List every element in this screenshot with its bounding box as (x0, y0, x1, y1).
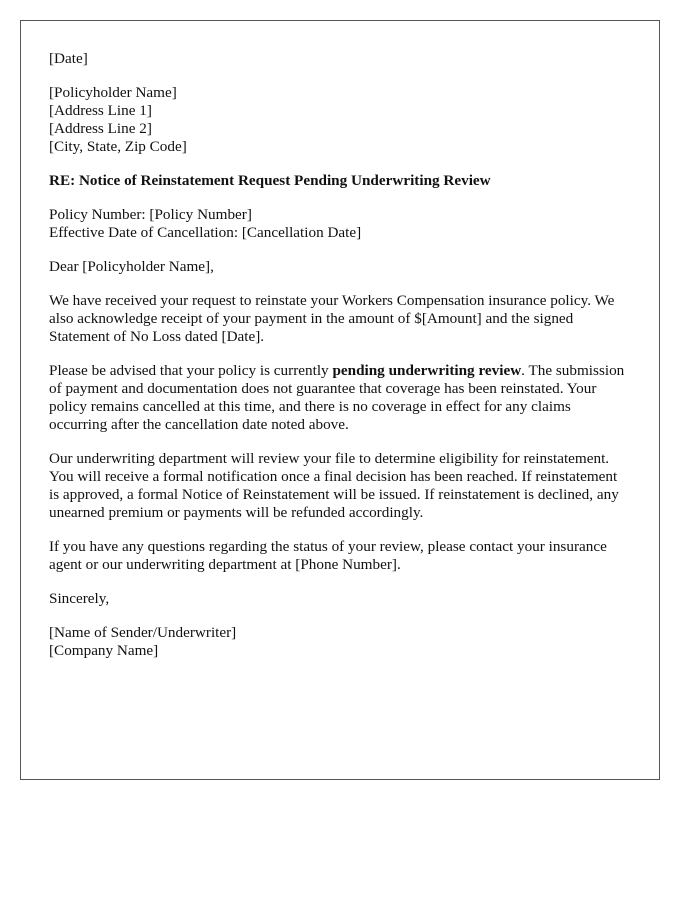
letter-date: [Date] (49, 50, 88, 67)
pending-review-text-after: . The submission of payment and documentation does not guarantee that coverage has been reinstated. Your policy remains cancelled at this time, and there is no coverage in effect for any claims occurring after the cancellation date noted above. (49, 362, 625, 433)
signature-block (49, 624, 631, 660)
subject-line: RE: Notice of Reinstatement Request Pending Underwriting Review (49, 172, 491, 189)
closing: Sincerely, (49, 590, 110, 607)
closing-block (49, 590, 631, 608)
salutation: Dear [Policyholder Name], (49, 258, 214, 275)
recipient-address-block (49, 84, 631, 156)
subject-block (49, 172, 631, 190)
policy-reference-block (49, 206, 631, 242)
date-block (49, 50, 631, 68)
body-paragraph-review-process: Our underwriting department will review your file to determine eligibility for reinstatement. You will receive a formal notification once a final decision has been reached. If reinstatement is approved, a formal Notice of Reinstatement will be issued. If reinstatement is declined, any unearned premium or payments will be refunded accordingly. (49, 450, 619, 521)
recipient-address-line-1: [Address Line 1] (49, 102, 152, 119)
policy-number-line: Policy Number: [Policy Number] (49, 206, 252, 223)
salutation-block (49, 258, 631, 276)
sender-name: [Name of Sender/Underwriter] (49, 624, 237, 641)
body-paragraph-contact: If you have any questions regarding the status of your review, please contact your insurance agent or our underwriting department at [Phone Number]. (49, 538, 607, 573)
pending-review-emphasis: pending underwriting review (332, 362, 522, 379)
recipient-city-state-zip: [City, State, Zip Code] (49, 138, 187, 155)
body-paragraph-request-received: We have received your request to reinstate your Workers Compensation insurance policy. We also acknowledge receipt of your payment in the amount of $[Amount] and the signed Statement of No Loss dated [Date]. (49, 292, 615, 345)
pending-review-text-before: Please be advised that your policy is currently (49, 362, 333, 379)
company-name: [Company Name] (49, 642, 159, 659)
recipient-name: [Policyholder Name] (49, 84, 177, 101)
body-paragraph-pending-review (49, 362, 631, 434)
recipient-address-line-2: [Address Line 2] (49, 120, 152, 137)
letter-page (20, 20, 660, 780)
cancellation-date-line: Effective Date of Cancellation: [Cancellation Date] (49, 224, 362, 241)
